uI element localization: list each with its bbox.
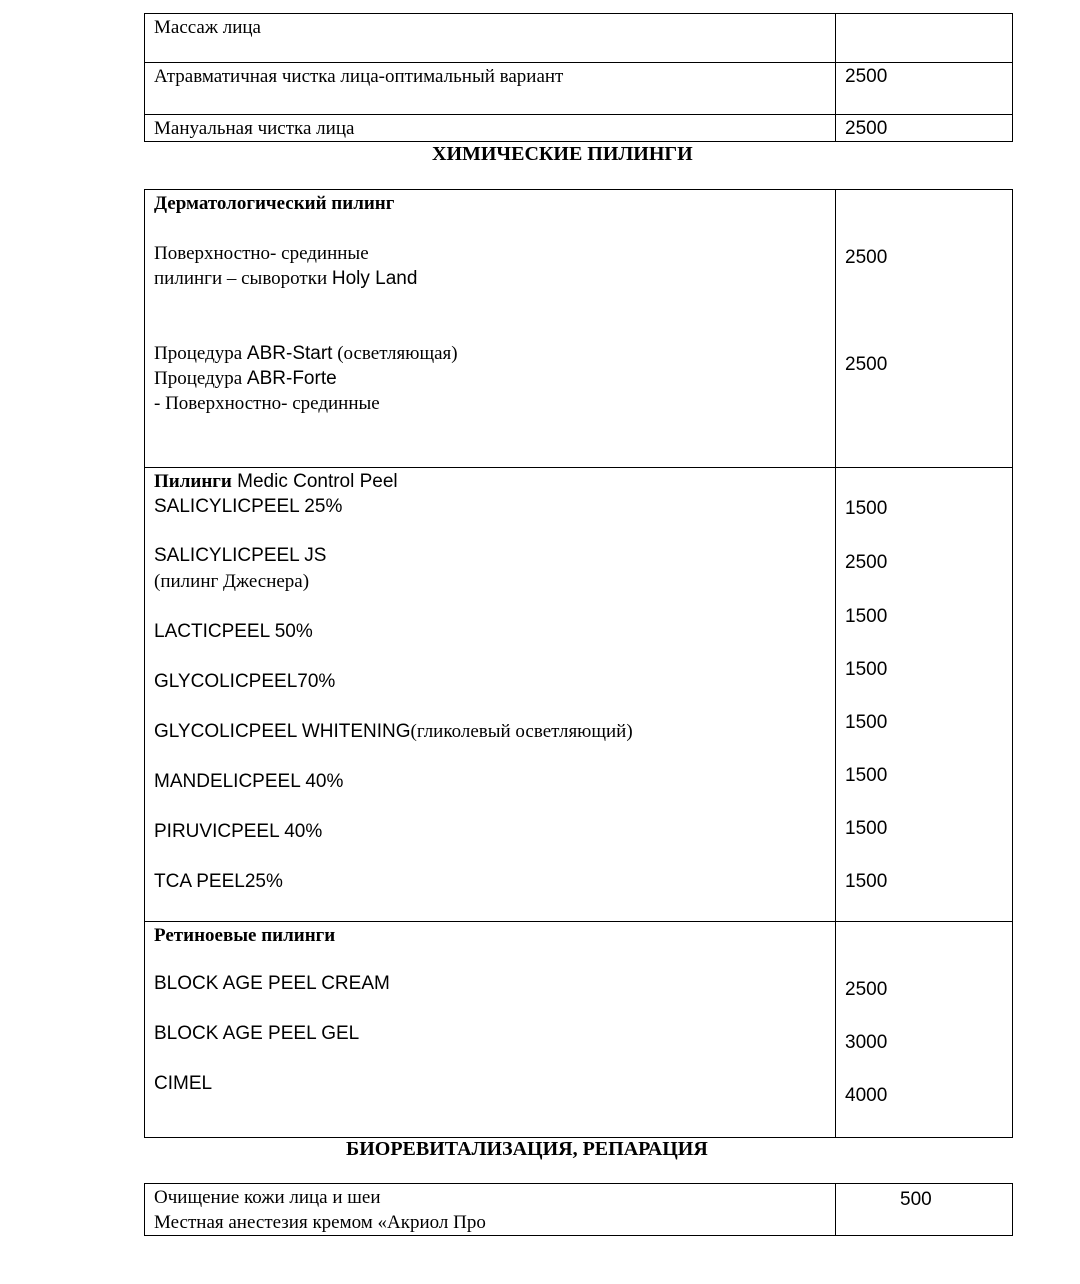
service-name-brand: Holy Land — [331, 268, 418, 289]
top-services-table — [144, 13, 1013, 142]
service-price: 2500 — [845, 354, 888, 375]
group-title-brand: Medic Control Peel — [231, 471, 398, 492]
peel-name: LACTICPEEL 50% — [154, 621, 313, 642]
row-divider — [145, 114, 1012, 115]
service-price: 2500 — [845, 66, 888, 87]
group-title-retinoic: Ретиноевые пилинги — [154, 925, 336, 946]
service-price: 2500 — [845, 118, 888, 139]
peel-price: 1500 — [845, 606, 888, 627]
service-name: Атравматичная чистка лица-оптимальный вариант — [154, 66, 564, 87]
peel-name: BLOCK AGE PEEL CREAM — [154, 973, 390, 994]
service-name-brand: ABR-Forte — [246, 368, 337, 389]
service-name: Очищение кожи лица и шеи — [154, 1187, 381, 1208]
biorevitalization-table — [144, 1183, 1013, 1236]
service-name: Поверхностно- срединные — [154, 243, 369, 264]
peel-price: 1500 — [845, 871, 888, 892]
peel-name: SALICYLICPEEL JS — [154, 545, 327, 566]
peel-price: 1500 — [845, 659, 888, 680]
group-title-ru: Пилинги — [154, 471, 232, 492]
peel-name-note: (пилинг Джеснера) — [154, 571, 310, 592]
service-name-ru: Процедура — [154, 368, 247, 389]
service-name-ru: пилинги – сыворотки — [154, 268, 332, 289]
peel-price: 2500 — [845, 979, 888, 1000]
peel-name — [154, 719, 633, 744]
service-name — [154, 341, 458, 366]
peel-name: TCA PEEL25% — [154, 871, 283, 892]
peel-name-note: (гликолевый осветляющий) — [410, 721, 633, 742]
section-heading-chemical-peels: ХИМИЧЕСКИЕ ПИЛИНГИ — [432, 143, 693, 165]
service-price: 2500 — [845, 247, 888, 268]
service-name: Массаж лица — [154, 17, 261, 38]
peel-price: 1500 — [845, 765, 888, 786]
peel-name: GLYCOLICPEEL70% — [154, 671, 336, 692]
service-name-ru: Процедура — [154, 343, 247, 364]
section-heading-biorevitalization: БИОРЕВИТАЛИЗАЦИЯ, РЕПАРАЦИЯ — [346, 1138, 708, 1160]
column-divider — [835, 14, 836, 141]
peel-price: 2500 — [845, 552, 888, 573]
peel-name: PIRUVICPEEL 40% — [154, 821, 323, 842]
row-divider — [145, 62, 1012, 63]
service-name — [154, 366, 337, 391]
peel-name: CIMEL — [154, 1073, 213, 1094]
group-title-medic-control-peel — [154, 469, 398, 494]
column-divider — [835, 922, 836, 1137]
peel-name: BLOCK AGE PEEL GEL — [154, 1023, 360, 1044]
peel-price: 1500 — [845, 712, 888, 733]
peel-price: 3000 — [845, 1032, 888, 1053]
service-name: - Поверхностно- срединные — [154, 393, 380, 414]
service-name: Местная анестезия кремом «Акриол Про — [154, 1212, 486, 1233]
chemical-peels-table — [144, 189, 1013, 922]
peel-name: MANDELICPEEL 40% — [154, 771, 344, 792]
column-divider — [835, 190, 836, 921]
service-name — [154, 266, 417, 291]
peel-price: 4000 — [845, 1085, 888, 1106]
column-divider — [835, 1184, 836, 1235]
service-name-ru: (осветляющая) — [332, 343, 458, 364]
service-price: 500 — [900, 1189, 932, 1210]
group-title-dermatological: Дерматологический пилинг — [154, 193, 395, 214]
peel-name-brand: GLYCOLICPEEL WHITENING — [154, 721, 411, 742]
row-divider — [145, 467, 1012, 468]
service-name: Мануальная чистка лица — [154, 118, 355, 139]
retinoic-peels-table — [144, 921, 1013, 1138]
peel-name: SALICYLICPEEL 25% — [154, 496, 343, 517]
peel-price: 1500 — [845, 818, 888, 839]
service-name-brand: ABR-Start — [246, 343, 333, 364]
peel-price: 1500 — [845, 498, 888, 519]
